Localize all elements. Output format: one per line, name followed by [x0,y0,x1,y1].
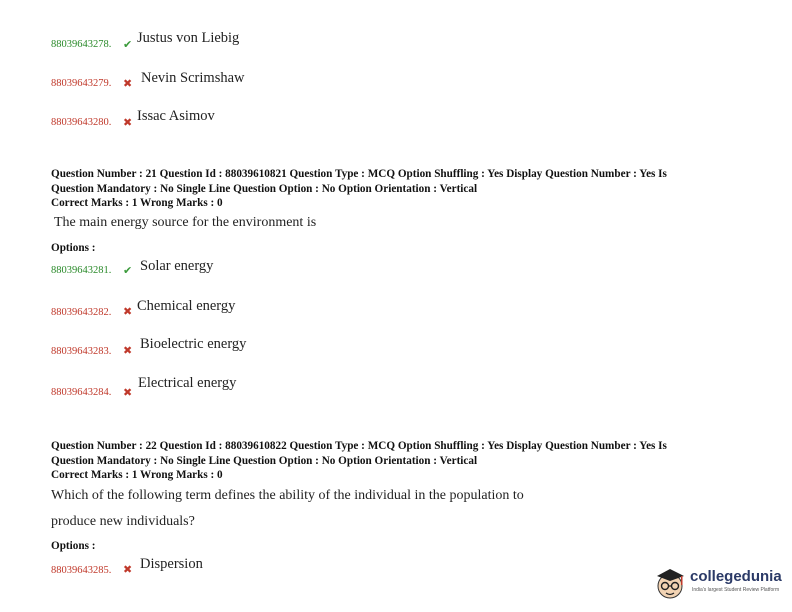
question-meta-line: Question Mandatory : No Single Line Question Option : No Option Orientation : Vertical [51,182,478,195]
collegedunia-logo [654,564,784,604]
option-id: 88039643279. [51,78,112,89]
option-text: Dispersion [140,556,203,572]
brand-tagline: India's largest Student Review Platform [692,587,780,593]
option-id: 88039643278. [51,39,112,50]
option-text: Chemical energy [137,298,236,314]
question-text: Which of the following term defines the ability of the individual in the population to [51,488,524,503]
option-id: 88039643284. [51,387,112,398]
option-id: 88039643280. [51,117,112,128]
option-text: Nevin Scrimshaw [141,70,245,86]
cross-icon: ✖ [123,345,133,357]
check-icon: ✔ [123,265,133,277]
question-text: produce new individuals? [51,514,195,529]
question-header [51,439,751,483]
question-header [51,167,751,211]
option-text: Issac Asimov [137,108,215,124]
check-icon: ✔ [123,39,133,51]
question-text: The main energy source for the environment is [54,215,317,230]
question-marks: Correct Marks : 1 Wrong Marks : 0 [51,197,223,209]
option-id: 88039643283. [51,346,112,357]
options-label: Options : [51,242,96,254]
question-meta-line: Question Number : 21 Question Id : 88039610821 Question Type : MCQ Option Shuffling : Yes Display Question Number : Yes Is [51,168,667,180]
mascot-icon [654,564,688,604]
cross-icon: ✖ [123,387,133,399]
option-text: Bioelectric energy [140,336,247,352]
option-text: Solar energy [140,258,214,274]
question-meta-line: Question Number : 22 Question Id : 88039610822 Question Type : MCQ Option Shuffling : Yes Display Question Number : Yes Is [51,440,667,452]
option-text: Electrical energy [138,375,237,391]
cross-icon: ✖ [123,564,133,576]
question-marks: Correct Marks : 1 Wrong Marks : 0 [51,469,223,481]
cross-icon: ✖ [123,78,133,90]
option-id: 88039643281. [51,265,112,276]
brand-name: collegedunia [690,568,782,585]
options-label: Options : [51,540,96,552]
option-id: 88039643282. [51,307,112,318]
cross-icon: ✖ [123,117,133,129]
option-id: 88039643285. [51,565,112,576]
cross-icon: ✖ [123,306,133,318]
option-text: Justus von Liebig [137,30,240,46]
question-meta-line: Question Mandatory : No Single Line Question Option : No Option Orientation : Vertical [51,454,478,467]
